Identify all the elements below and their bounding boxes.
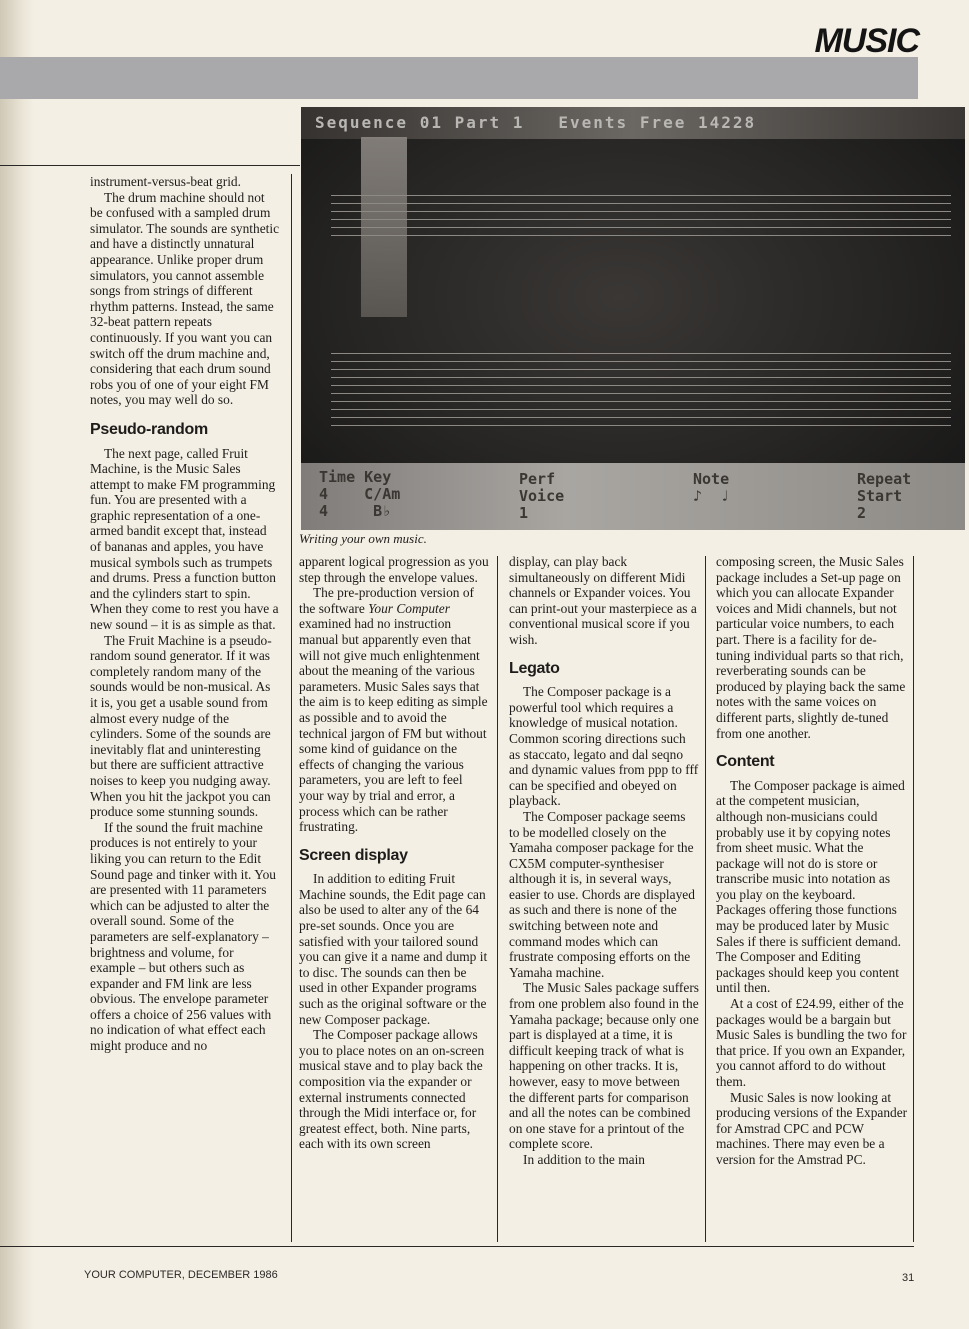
paragraph: At a cost of £24.99, either of the packages would be a bargain but Music Sales is bundling the two for that price. If you own an Expander, you cannot afford to do without them. <box>716 996 907 1089</box>
paragraph: If the sound the fruit machine produces is not entirely to your liking you can return to the Edit Sound page and tinker with it. You are presented with 11 parameters which can be adjusted to alter the overall sound. Some of the parameters are self-explanatory – brightness and volume, for example – but others such as expander and FM link are less obvious. The envelope parameter offers a choice of 256 values with no indication of what effect each might produce and no <box>90 819 276 1054</box>
composer-screenshot <box>301 107 965 530</box>
page-spine <box>0 0 34 1329</box>
paragraph: The Composer package seems to be modelled closely on the Yamaha composer package for the CX5M computer-synthesiser although it is, in several ways, easier to use. Chords are displayed as such and there is none of the switching between note and command modes which can frustrate composing efforts on the Yamaha machine. <box>509 808 695 980</box>
paragraph: The Composer package is aimed at the competent musician, although non-musicians could probably use it by copying notes from sheet music. What the package will not do is store or transcribe music into notation as you play on the keyboard. Packages offering those functions may be produced later by Music Sales if there is sufficient demand. The Composer and Editing packages should keep you content until then. <box>716 777 905 996</box>
paragraph: apparent logical progression as you step through the envelope values. <box>299 554 489 585</box>
status-label: Repeat <box>857 470 912 488</box>
status-value2: 4 B♭ <box>319 502 392 520</box>
paragraph: In addition to editing Fruit Machine sounds, the Edit page can also be used to alter any of the 64 pre-set sounds. Once you are satisfied with your tailored sound you can give it a name and dump it to disc. The sounds can then be used in other Expander programs such as the original software or the new Composer package. <box>299 871 488 1027</box>
paragraph: instrument-versus-beat grid. <box>90 174 241 189</box>
paragraph: The next page, called Fruit Machine, is the Music Sales attempt to make FM programming fun. You are presented with a graphic representation of a one-armed bandit except that, instead of bananas and apples, you have musical symbols such as trumpets and drums. Press a function button and the cylinders start to spin. When they come to rest you have a new sound – it is as simple as that. <box>90 445 279 633</box>
article-column-4 <box>716 554 908 1168</box>
figure-caption: Writing your own music. <box>299 531 427 546</box>
article-column-2 <box>299 554 489 1152</box>
screen-title <box>315 113 790 132</box>
lower-stave <box>331 353 951 433</box>
paragraph: composing screen, the Music Sales package includes a Set-up page on which you can allocate Expander voices and Midi channels, but not particular voice numbers, to each part. There is a facility for de-tuning individual parts so that rich, reverberating sounds can be produced by playing back the same notes with the same voices on different parts, slightly de-tuned from one another. <box>716 554 906 741</box>
paragraph: display, can play back simultaneously on different Midi channels or Expander voices. You can print-out your masterpiece as a conventional musical score if you wish. <box>509 554 697 647</box>
status-note <box>693 471 729 505</box>
status-value: ♪ ♩ <box>693 487 730 505</box>
status-value2: 1 <box>519 504 529 522</box>
paragraph-text: examined had no instruction manual but apparently even that will not give much enlightenment about the meaning of the various parameters. Music Sales says that the aim is to keep editing as simple as possible and to avoid the technical jargon of FM but without some kind of guidance on the effects of changing the various parameters, you are left to feel your way by trial and error, a process which can be rather frustrating. <box>299 616 488 835</box>
footer-publication: YOUR COMPUTER, DECEMBER 1986 <box>84 1269 278 1281</box>
magazine-title: Your Computer <box>368 600 450 616</box>
status-label: Perf <box>519 470 556 488</box>
paragraph-text: The pre-production version of the software <box>299 585 475 616</box>
screen-title-bar <box>301 107 965 139</box>
paragraph: The Music Sales package suffers from one problem also found in the Yamaha package; because only one part is displayed at a time, it is difficult keeping track of what is happening on other tracks. It is, however, easy to move between the different parts for comparison and all the notes can be combined on one stave for a printout of the complete score. <box>509 980 700 1152</box>
column-rule-2 <box>497 556 498 1242</box>
paragraph: Music Sales is now looking at producing versions of the Expander for Amstrad CPC and PCW machines. There may even be a version for the Amstrad PC. <box>716 1089 908 1167</box>
paragraph: The Composer package is a powerful tool which requires a knowledge of musical notation. Common scoring directions such as staccato, legato and dal seqno and dynamic values from ppp to fff can be specified and obeyed on playback. <box>509 684 699 809</box>
bottom-rule <box>0 1246 914 1247</box>
status-time-key <box>319 469 400 520</box>
status-value2: 2 <box>857 504 867 522</box>
subheading-pseudo-random: Pseudo-random <box>90 420 208 438</box>
status-perf-voice <box>519 471 564 522</box>
article-column-3 <box>509 554 699 1168</box>
screen-status-bar <box>301 463 965 530</box>
paragraph: The Composer package allows you to place notes on an on-screen musical stave and to play back the composition via the expander or external instruments connected through the Midi interface or, for greatest effect, both. Nine parts, each with its own screen <box>299 1027 485 1152</box>
status-value: 4 C/Am <box>319 485 401 503</box>
status-value: Start <box>857 487 903 505</box>
status-repeat-start <box>857 471 911 522</box>
column-rule-4 <box>913 556 914 1242</box>
status-label: Note <box>693 470 730 488</box>
paragraph: The Fruit Machine is a pseudo-random sound generator. If it was completely random many of the sounds would be non-musical. As it is, you get a usable sound from almost every nudge of the cylinders. Some of the sounds are inevitably flat and uninteresting but there are sufficient attractive noises to keep you nudging away. When you hit the jackpot you can produce some stunning sounds. <box>90 632 272 820</box>
top-left-rule <box>0 165 300 166</box>
column-rule-1 <box>291 174 292 1242</box>
column-rule-3 <box>705 556 706 1242</box>
status-label: Time Key <box>319 468 392 486</box>
screen-title-left: Sequence 01 Part 1 <box>315 113 525 132</box>
paragraph: The drum machine should not be confused with a sampled drum simulator. The sounds are synthetic and have a distinctly unnatural appearance. Unlike proper drum simulators, you cannot assemble songs from strings of different rhythm patterns. Instead, the same 32-beat pattern repeats continuously. If you want you can switch off the drum machine and, considering that each drum sound robs you of one of your eight FM notes, you may well do so. <box>90 189 280 408</box>
screen-title-right: Events Free 14228 <box>558 113 757 132</box>
page-number: 31 <box>902 1272 915 1284</box>
paragraph <box>299 585 489 835</box>
paragraph: In addition to the main <box>523 1151 645 1167</box>
header-band <box>0 57 918 99</box>
status-value: Voice <box>519 487 565 505</box>
subheading-content: Content <box>716 753 775 771</box>
article-column-1 <box>90 174 280 1054</box>
upper-stave <box>331 195 951 243</box>
subheading-legato: Legato <box>509 659 560 677</box>
section-title: MUSIC <box>814 22 919 60</box>
subheading-screen-display: Screen display <box>299 846 408 864</box>
